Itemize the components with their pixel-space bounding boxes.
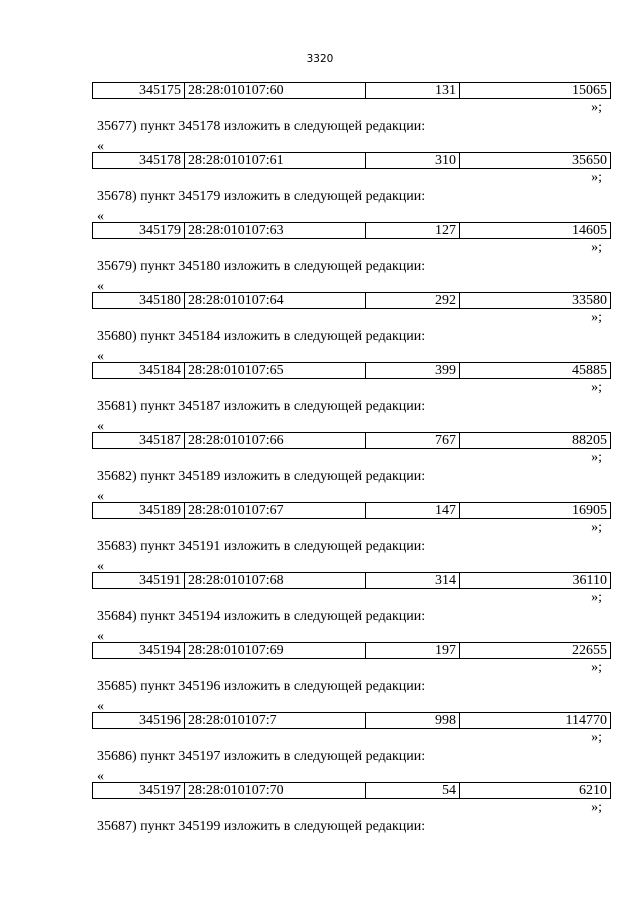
table-row [92, 782, 611, 799]
cell-cadastral-number: 28:28:010107:68 [185, 573, 366, 588]
amendment-block [0, 489, 640, 572]
cell-id: 345180 [93, 293, 185, 308]
amendment-text: 35681) пункт 345187 изложить в следующей редакции: [97, 399, 426, 414]
open-quote: « [97, 139, 104, 154]
table-row [92, 572, 611, 589]
close-quote: »; [591, 310, 602, 325]
close-quote: »; [591, 800, 602, 815]
cell-value: 35650 [572, 153, 607, 168]
open-quote: « [97, 699, 104, 714]
document-body [0, 82, 640, 852]
cell-area: 767 [366, 433, 460, 448]
table-row [92, 152, 611, 169]
table-row [92, 502, 611, 519]
close-quote: »; [591, 660, 602, 675]
cell-area: 127 [366, 223, 460, 238]
open-quote: « [97, 629, 104, 644]
close-quote: »; [591, 590, 602, 605]
cell-area: 310 [366, 153, 460, 168]
amendment-block [0, 82, 640, 152]
table-row [92, 222, 611, 239]
cell-cadastral-number: 28:28:010107:63 [185, 223, 366, 238]
cell-id: 345197 [93, 783, 185, 798]
cell-area: 998 [366, 713, 460, 728]
cell-id: 345196 [93, 713, 185, 728]
close-quote: »; [591, 520, 602, 535]
table-row [92, 432, 611, 449]
cell-value: 15065 [572, 83, 607, 98]
close-quote: »; [591, 240, 602, 255]
cell-id: 345189 [93, 503, 185, 518]
amendment-block [0, 769, 640, 852]
open-quote: « [97, 489, 104, 504]
close-quote: »; [591, 170, 602, 185]
cell-cadastral-number: 28:28:010107:67 [185, 503, 366, 518]
open-quote: « [97, 279, 104, 294]
cell-cadastral-number: 28:28:010107:66 [185, 433, 366, 448]
cell-value: 114770 [565, 713, 607, 728]
cell-id: 345179 [93, 223, 185, 238]
open-quote: « [97, 769, 104, 784]
open-quote: « [97, 559, 104, 574]
amendment-block [0, 629, 640, 712]
cell-area: 54 [366, 783, 460, 798]
amendment-text: 35679) пункт 345180 изложить в следующей редакции: [97, 259, 426, 274]
amendment-block [0, 209, 640, 292]
table-row [92, 82, 611, 99]
open-quote: « [97, 209, 104, 224]
cell-id: 345194 [93, 643, 185, 658]
page-number: 3320 [306, 53, 334, 65]
close-quote: »; [591, 100, 602, 115]
cell-value: 6210 [579, 783, 607, 798]
amendment-block [0, 279, 640, 362]
cell-cadastral-number: 28:28:010107:64 [185, 293, 366, 308]
cell-value: 36110 [572, 573, 607, 588]
amendment-block [0, 349, 640, 432]
amendment-block [0, 559, 640, 642]
cell-id: 345178 [93, 153, 185, 168]
cell-cadastral-number: 28:28:010107:7 [185, 713, 366, 728]
close-quote: »; [591, 380, 602, 395]
amendment-block [0, 699, 640, 782]
cell-area: 399 [366, 363, 460, 378]
cell-id: 345191 [93, 573, 185, 588]
cell-area: 314 [366, 573, 460, 588]
cell-area: 292 [366, 293, 460, 308]
amendment-text: 35685) пункт 345196 изложить в следующей редакции: [97, 679, 426, 694]
cell-value: 14605 [572, 223, 607, 238]
close-quote: »; [591, 450, 602, 465]
amendment-text: 35680) пункт 345184 изложить в следующей редакции: [97, 329, 426, 344]
cell-cadastral-number: 28:28:010107:70 [185, 783, 366, 798]
amendment-text: 35682) пункт 345189 изложить в следующей редакции: [97, 469, 426, 484]
cell-cadastral-number: 28:28:010107:69 [185, 643, 366, 658]
amendment-text: 35684) пункт 345194 изложить в следующей редакции: [97, 609, 426, 624]
open-quote: « [97, 419, 104, 434]
cell-area: 147 [366, 503, 460, 518]
cell-area: 197 [366, 643, 460, 658]
amendment-text: 35678) пункт 345179 изложить в следующей редакции: [97, 189, 426, 204]
amendment-text: 35687) пункт 345199 изложить в следующей редакции: [97, 819, 426, 834]
open-quote: « [97, 349, 104, 364]
cell-value: 22655 [572, 643, 607, 658]
table-row [92, 292, 611, 309]
cell-id: 345184 [93, 363, 185, 378]
cell-cadastral-number: 28:28:010107:60 [185, 83, 366, 98]
amendment-block [0, 139, 640, 222]
cell-value: 16905 [572, 503, 607, 518]
table-row [92, 362, 611, 379]
cell-cadastral-number: 28:28:010107:65 [185, 363, 366, 378]
cell-value: 33580 [572, 293, 607, 308]
amendment-text: 35686) пункт 345197 изложить в следующей редакции: [97, 749, 426, 764]
table-row [92, 712, 611, 729]
cell-id: 345187 [93, 433, 185, 448]
amendment-text: 35677) пункт 345178 изложить в следующей редакции: [97, 119, 426, 134]
cell-value: 45885 [572, 363, 607, 378]
close-quote: »; [591, 730, 602, 745]
amendment-text: 35683) пункт 345191 изложить в следующей редакции: [97, 539, 426, 554]
table-row [92, 642, 611, 659]
amendment-block [0, 419, 640, 502]
cell-value: 88205 [572, 433, 607, 448]
cell-area: 131 [366, 83, 460, 98]
cell-id: 345175 [93, 83, 185, 98]
cell-cadastral-number: 28:28:010107:61 [185, 153, 366, 168]
